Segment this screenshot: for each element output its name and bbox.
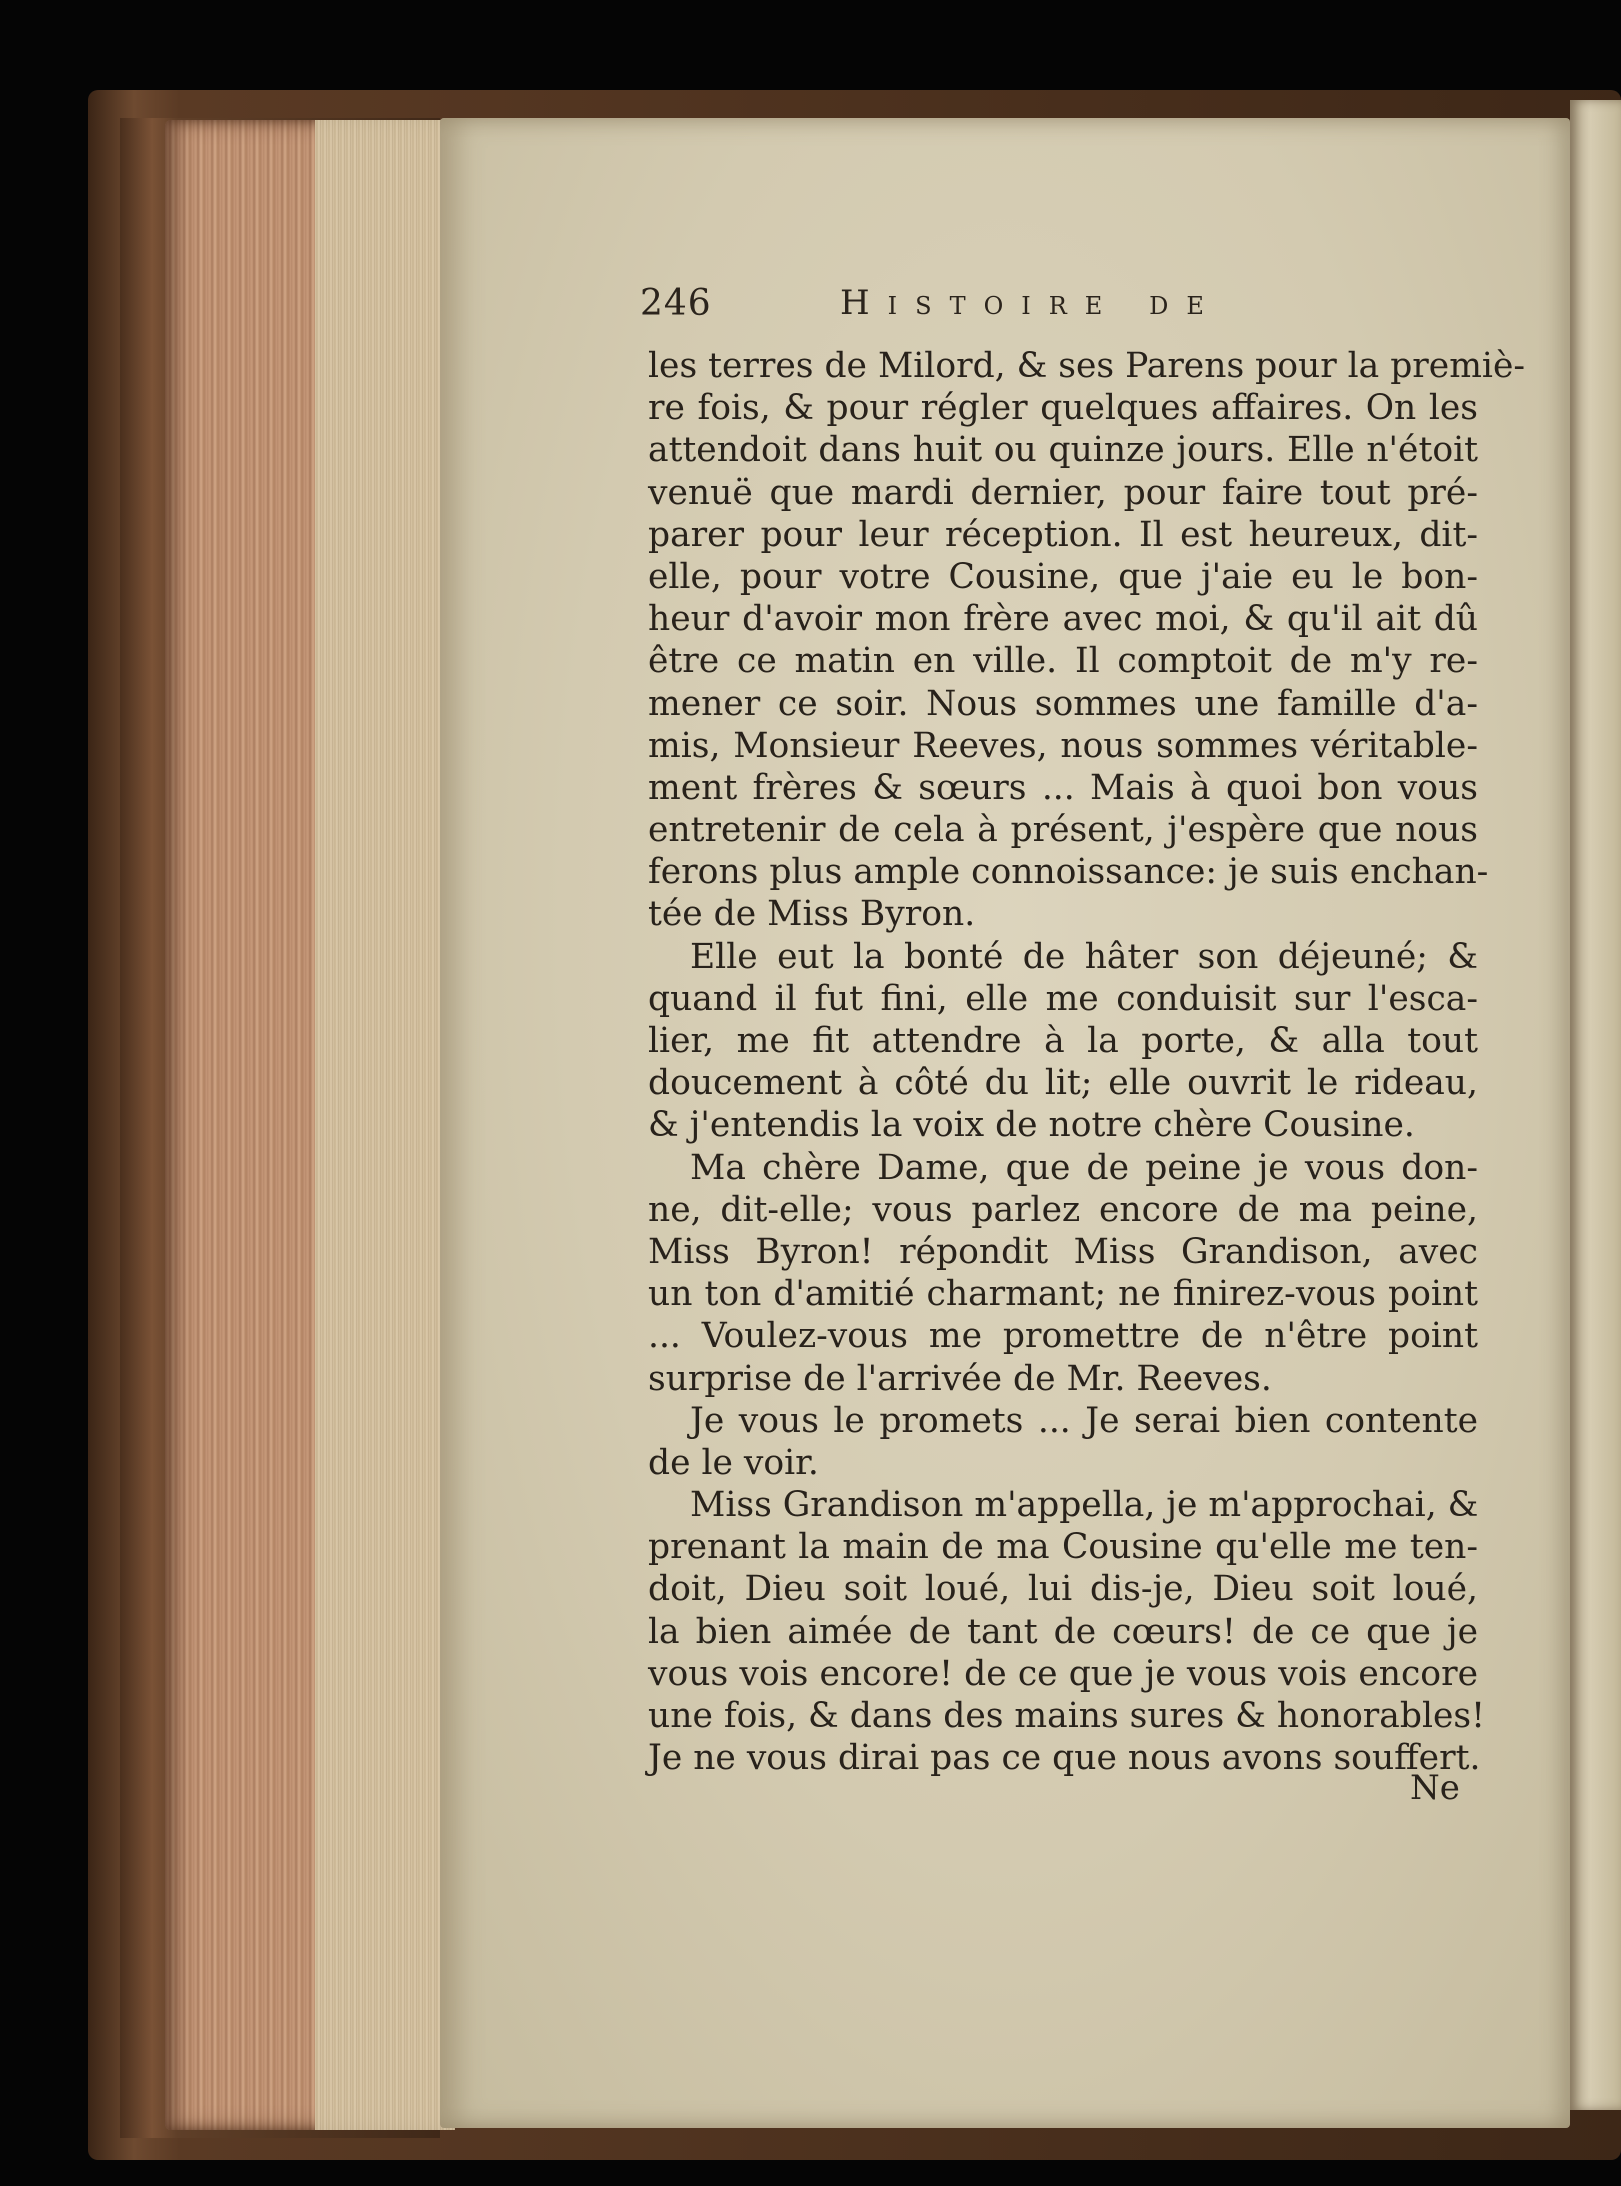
body-text <box>648 345 1526 1779</box>
text-line: quand il fut fini, elle me conduisit sur l'esca- <box>648 978 1478 1019</box>
text-line: parer pour leur réception. Il est heureux, dit- <box>648 514 1478 555</box>
text-line: ferons plus ample connoissance: je suis enchan- <box>648 852 1489 893</box>
text-line: Miss Byron! répondit Miss Grandison, avec <box>648 1231 1478 1272</box>
text-line: prenant la main de ma Cousine qu'elle me ten- <box>648 1527 1478 1568</box>
running-title: Histoire de <box>840 283 1222 323</box>
text-line: mener ce soir. Nous sommes une famille d'a- <box>648 683 1478 724</box>
text-line: doucement à côté du lit; elle ouvrit le rideau, <box>648 1063 1478 1104</box>
text-line: mis, Monsieur Reeves, nous sommes véritable- <box>648 725 1478 766</box>
text-line: Elle eut la bonté de hâter son déjeuné; & <box>690 936 1478 977</box>
text-line: doit, Dieu soit loué, lui dis-je, Dieu soit loué, <box>648 1569 1478 1610</box>
text-line: lier, me fit attendre à la porte, & alla tout <box>648 1021 1478 1061</box>
text-line: vous vois encore! de ce que je vous vois encore <box>648 1653 1478 1694</box>
text-line: ne, dit-elle; vous parlez encore de ma peine, <box>648 1189 1478 1230</box>
text-line: Ma chère Dame, que de peine je vous don- <box>690 1147 1478 1188</box>
text-line: un ton d'amitié charmant; ne finirez-vous point <box>648 1274 1478 1315</box>
text-line: Miss Grandison m'appella, je m'approchai, & <box>690 1485 1479 1526</box>
text-line: & j'entendis la voix de notre chère Cousine. <box>648 1105 1415 1146</box>
text-line: Je vous le promets ... Je serai bien contente <box>690 1400 1478 1441</box>
text-line: elle, pour votre Cousine, que j'aie eu le bon- <box>648 556 1478 597</box>
text-line: la bien aimée de tant de cœurs! de ce que je <box>648 1611 1478 1652</box>
text-line: re fois, & pour régler quelques affaires. On les <box>648 388 1478 429</box>
page-header <box>640 283 1290 333</box>
text-line: attendoit dans huit ou quinze jours. Elle n'étoit <box>648 430 1478 471</box>
text-line: entretenir de cela à présent, j'espère que nous <box>648 810 1478 851</box>
text-line: être ce matin en ville. Il comptoit de m'y re- <box>648 641 1478 682</box>
text-line: Je ne vous dirai pas ce que nous avons souffert. <box>648 1738 1481 1779</box>
text-line: surprise de l'arrivée de Mr. Reeves. <box>648 1358 1272 1399</box>
catchword: Ne <box>1410 1768 1460 1808</box>
page-number: 246 <box>640 283 712 324</box>
text-line: une fois, & dans des mains sures & honorables! <box>648 1696 1485 1736</box>
text-line: heur d'avoir mon frère avec moi, & qu'il ait dû <box>648 599 1478 640</box>
text-line: de le voir. <box>648 1442 819 1483</box>
text-line: ment frères & sœurs ... Mais à quoi bon vous <box>648 767 1478 808</box>
text-line: tée de Miss Byron. <box>648 894 976 935</box>
page-edges <box>165 120 455 2130</box>
text-line: les terres de Milord, & ses Parens pour la premiè- <box>648 346 1526 386</box>
text-line: ... Voulez-vous me promettre de n'être point <box>648 1316 1478 1357</box>
facing-page-edge <box>1570 100 1621 2110</box>
text-line: venuë que mardi dernier, pour faire tout pré- <box>648 472 1478 513</box>
